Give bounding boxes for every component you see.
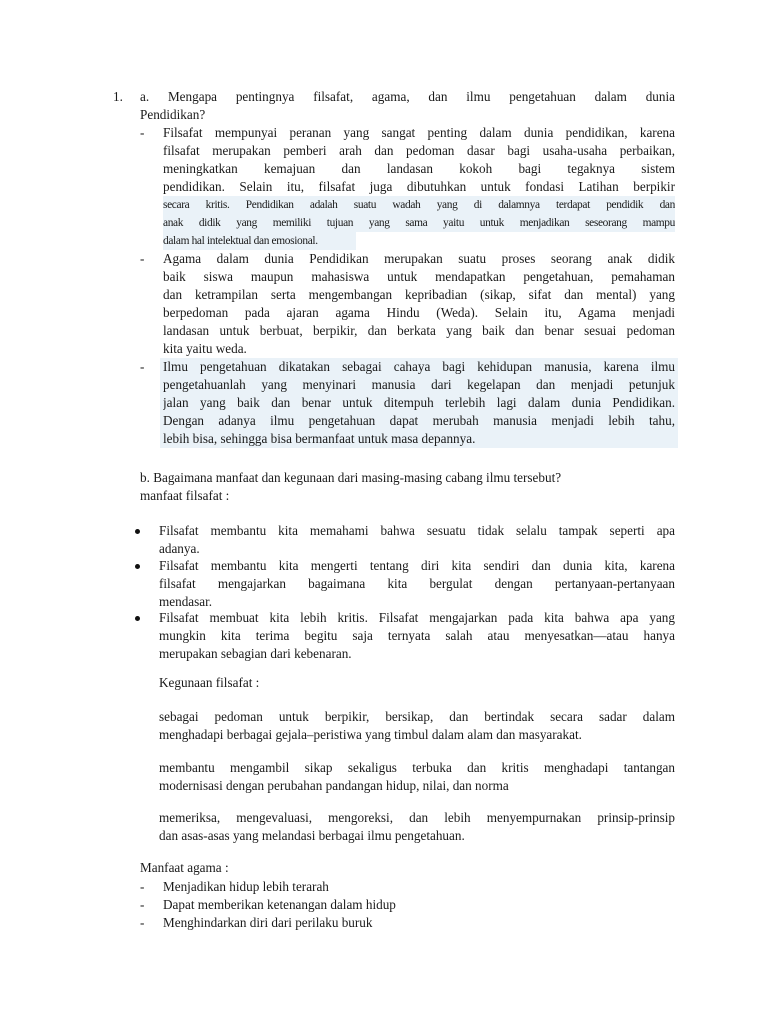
kegunaan-filsafat-label: Kegunaan filsafat : [159,675,260,690]
manfaat-filsafat-label: manfaat filsafat : [140,488,230,503]
text-line: filsafat merupakan pemberi arah dan pedoman dasar bagi usaha-usaha perbaikan, [163,143,675,158]
text-line: mendasar. [159,594,213,609]
text-line: modernisasi dengan perubahan pandangan hidup, nilai, dan norma [159,778,509,793]
text-line: menghadapi berbagai gejala–peristiwa yang timbul dalam alam dan masyarakat. [159,727,582,742]
bullet-icon [135,529,140,534]
agama-item-2-marker: - [140,897,145,912]
text-line: membantu mengambil sikap sekaligus terbuka dan kritis menghadapi tantangan [159,760,675,775]
item-1-marker: - [140,125,145,140]
bullet-icon [135,616,140,621]
text-line: landasan untuk berbuat, berpikir, dan berkata yang baik dan benar sesuai pedoman [163,323,675,338]
part-a-heading-line-1: a. Mengapa pentingnya filsafat, agama, dan ilmu pengetahuan dalam dunia [140,89,675,104]
text-line: pengetahuanlah yang menyinari manusia dari kegelapan dan menjadi petunjuk [163,377,675,392]
text-line: dan ketrampilan serta mengembangan kepribadian (sikap, sifat dan mental) yang [163,287,675,302]
manfaat-agama-label: Manfaat agama : [140,860,229,875]
agama-item-3-marker: - [140,915,145,930]
highlighted-text-line: anak didik yang memiliki tujuan yang sama yaitu untuk menjadikan seseorang mampu [163,214,675,232]
part-b-heading: b. Bagaimana manfaat dan kegunaan dari masing-masing cabang ilmu tersebut? [140,470,562,485]
text-line: berpedoman pada ajaran agama Hindu (Weda). Selain itu, Agama menjadi [163,305,675,320]
highlighted-text-line: secara kritis. Pendidikan adalah suatu wadah yang di dalamnya terdapat pendidik dan [163,196,675,214]
text-line: Filsafat mempunyai peranan yang sangat penting dalam dunia pendidikan, karena [163,125,675,140]
item-2-marker: - [140,251,145,266]
text-line: filsafat mengajarkan bagaimana kita bergulat dengan pertanyaan-pertanyaan [159,576,675,591]
text-line: sebagai pedoman untuk berpikir, bersikap, dan bertindak secara sadar dalam [159,709,675,724]
text-line: Dengan adanya ilmu pengetahuan dapat merubah manusia menjadi lebih tahu, [163,413,675,428]
text-line: merupakan sebagian dari kebenaran. [159,646,352,661]
text-line: baik siswa maupun mahasiswa untuk mendapatkan pengetahuan, pemahaman [163,269,675,284]
text-line: meningkatkan kemajuan dan landasan kokoh bagi tegaknya sistem [163,161,675,176]
text-line: mungkin kita terima begitu saja ternyata salah atau menyesatkan—atau hanya [159,628,675,643]
text-line: pendidikan. Selain itu, filsafat juga dibutuhkan untuk fondasi Latihan berpikir [163,179,675,194]
text-line: Filsafat membantu kita mengerti tentang diri kita sendiri dan dunia kita, karena [159,558,675,573]
text-line: Agama dalam dunia Pendidikan merupakan suatu proses seorang anak didik [163,251,675,266]
part-a-heading-line-2: Pendidikan? [140,107,206,122]
text-line: Filsafat membantu kita memahami bahwa sesuatu tidak selalu tampak seperti apa [159,523,675,538]
text-line: lebih bisa, sehingga bisa bermanfaat untuk masa depannya. [163,431,476,446]
highlighted-text-line: dalam hal intelektual dan emosional. [163,232,356,250]
item-3-marker: - [140,359,145,374]
text-line: jalan yang baik dan benar untuk ditempuh terlebih lagi dalam dunia Pendidikan. [163,395,675,410]
question-number: 1. [113,89,123,104]
text-line: Ilmu pengetahuan dikatakan sebagai cahaya bagi kehidupan manusia, karena ilmu [163,359,675,374]
text-line: kita yaitu weda. [163,341,247,356]
text-line: memeriksa, mengevaluasi, mengoreksi, dan lebih menyempurnakan prinsip-prinsip [159,810,675,825]
text-line: dan asas-asas yang melandasi berbagai ilmu pengetahuan. [159,828,465,843]
manfaat-agama-item-3: Menghindarkan diri dari perilaku buruk [163,915,373,930]
text-line: Filsafat membuat kita lebih kritis. Filsafat mengajarkan pada kita bahwa apa yang [159,610,675,625]
manfaat-agama-item-2: Dapat memberikan ketenangan dalam hidup [163,897,396,912]
bullet-icon [135,564,140,569]
agama-item-1-marker: - [140,879,145,894]
text-line: adanya. [159,541,200,556]
manfaat-agama-item-1: Menjadikan hidup lebih terarah [163,879,329,894]
